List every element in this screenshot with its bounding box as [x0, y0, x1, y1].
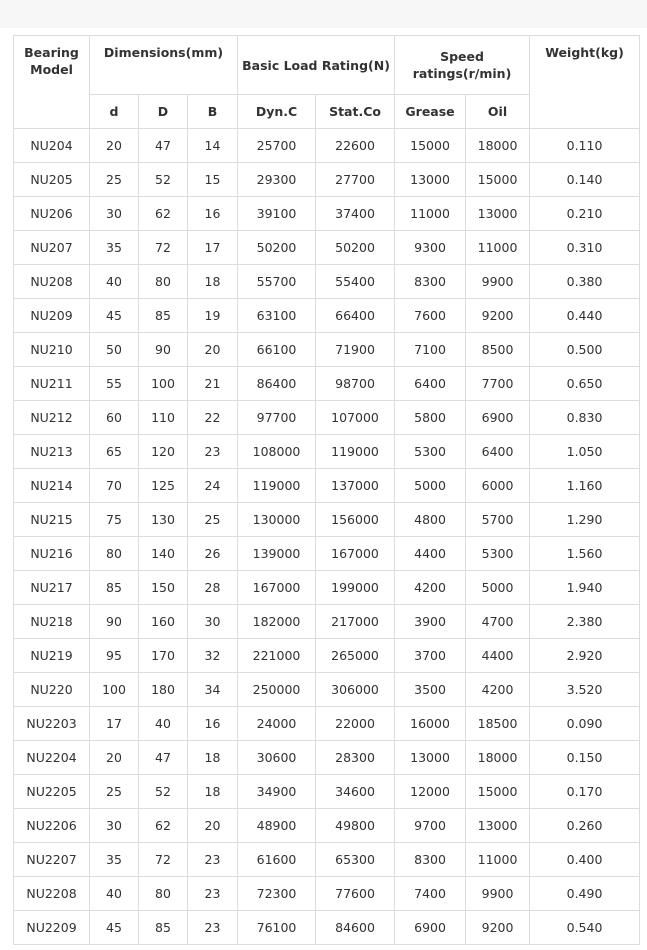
- table-row: [14, 367, 640, 401]
- oil-cell: 9900: [466, 877, 530, 911]
- oil-cell: 11000: [466, 843, 530, 877]
- dyn-c-cell: 76100: [238, 911, 316, 945]
- bearing-model-cell: NU216: [14, 537, 90, 571]
- stat-co-cell: 137000: [316, 469, 395, 503]
- dyn-c-cell: 66100: [238, 333, 316, 367]
- B-cell: 15: [188, 163, 238, 197]
- D-cell: 62: [139, 809, 188, 843]
- stat-co-cell: 306000: [316, 673, 395, 707]
- bearing-model-cell: NU207: [14, 231, 90, 265]
- D-cell: 85: [139, 299, 188, 333]
- D-cell: 80: [139, 877, 188, 911]
- table-row: [14, 605, 640, 639]
- bearing-model-cell: NU218: [14, 605, 90, 639]
- D-cell: 52: [139, 775, 188, 809]
- D-cell: 140: [139, 537, 188, 571]
- grease-cell: 6400: [395, 367, 466, 401]
- B-cell: 32: [188, 639, 238, 673]
- header-grease: Grease: [395, 95, 466, 129]
- stat-co-cell: 107000: [316, 401, 395, 435]
- oil-cell: 9200: [466, 911, 530, 945]
- grease-cell: 3500: [395, 673, 466, 707]
- D-cell: 110: [139, 401, 188, 435]
- d-cell: 60: [90, 401, 139, 435]
- weight-cell: 0.490: [530, 877, 640, 911]
- D-cell: 90: [139, 333, 188, 367]
- dyn-c-cell: 108000: [238, 435, 316, 469]
- weight-cell: 0.540: [530, 911, 640, 945]
- page-top-band: [0, 0, 647, 28]
- table-row: [14, 333, 640, 367]
- B-cell: 17: [188, 231, 238, 265]
- bearing-model-cell: NU212: [14, 401, 90, 435]
- bearing-model-cell: NU210: [14, 333, 90, 367]
- stat-co-cell: 34600: [316, 775, 395, 809]
- weight-cell: 0.210: [530, 197, 640, 231]
- table-row: [14, 877, 640, 911]
- dyn-c-cell: 50200: [238, 231, 316, 265]
- dyn-c-cell: 55700: [238, 265, 316, 299]
- weight-cell: 0.830: [530, 401, 640, 435]
- bearing-model-cell: NU2204: [14, 741, 90, 775]
- oil-cell: 4200: [466, 673, 530, 707]
- grease-cell: 7600: [395, 299, 466, 333]
- bearing-model-cell: NU211: [14, 367, 90, 401]
- stat-co-cell: 22600: [316, 129, 395, 163]
- dyn-c-cell: 182000: [238, 605, 316, 639]
- oil-cell: 5700: [466, 503, 530, 537]
- table-row: [14, 401, 640, 435]
- weight-cell: 2.380: [530, 605, 640, 639]
- grease-cell: 7400: [395, 877, 466, 911]
- B-cell: 20: [188, 333, 238, 367]
- table-row: [14, 537, 640, 571]
- grease-cell: 8300: [395, 265, 466, 299]
- bearing-model-cell: NU217: [14, 571, 90, 605]
- B-cell: 23: [188, 843, 238, 877]
- oil-cell: 15000: [466, 775, 530, 809]
- table-row: [14, 163, 640, 197]
- header-dyn-c: Dyn.C: [238, 95, 316, 129]
- grease-cell: 13000: [395, 163, 466, 197]
- D-cell: 125: [139, 469, 188, 503]
- table-row: [14, 129, 640, 163]
- grease-cell: 16000: [395, 707, 466, 741]
- bearing-model-cell: NU209: [14, 299, 90, 333]
- oil-cell: 4700: [466, 605, 530, 639]
- bearing-model-cell: NU214: [14, 469, 90, 503]
- D-cell: 47: [139, 741, 188, 775]
- stat-co-cell: 84600: [316, 911, 395, 945]
- oil-cell: 13000: [466, 197, 530, 231]
- table-row: [14, 673, 640, 707]
- d-cell: 25: [90, 775, 139, 809]
- bearing-model-cell: NU2203: [14, 707, 90, 741]
- stat-co-cell: 22000: [316, 707, 395, 741]
- grease-cell: 4400: [395, 537, 466, 571]
- D-cell: 40: [139, 707, 188, 741]
- D-cell: 130: [139, 503, 188, 537]
- stat-co-cell: 66400: [316, 299, 395, 333]
- weight-cell: 0.310: [530, 231, 640, 265]
- dyn-c-cell: 25700: [238, 129, 316, 163]
- grease-cell: 9300: [395, 231, 466, 265]
- D-cell: 160: [139, 605, 188, 639]
- table-row: [14, 843, 640, 877]
- dyn-c-cell: 30600: [238, 741, 316, 775]
- header-oil: Oil: [466, 95, 530, 129]
- B-cell: 23: [188, 911, 238, 945]
- weight-cell: 1.050: [530, 435, 640, 469]
- bearing-model-cell: NU213: [14, 435, 90, 469]
- header-dimensions: Dimensions(mm): [90, 36, 238, 95]
- B-cell: 22: [188, 401, 238, 435]
- weight-cell: 1.560: [530, 537, 640, 571]
- dyn-c-cell: 29300: [238, 163, 316, 197]
- stat-co-cell: 199000: [316, 571, 395, 605]
- B-cell: 21: [188, 367, 238, 401]
- D-cell: 52: [139, 163, 188, 197]
- stat-co-cell: 217000: [316, 605, 395, 639]
- weight-cell: 0.090: [530, 707, 640, 741]
- weight-cell: 0.400: [530, 843, 640, 877]
- grease-cell: 9700: [395, 809, 466, 843]
- bearing-spec-table: [13, 35, 640, 945]
- dyn-c-cell: 139000: [238, 537, 316, 571]
- header-D: D: [139, 95, 188, 129]
- B-cell: 14: [188, 129, 238, 163]
- grease-cell: 11000: [395, 197, 466, 231]
- bearing-model-cell: NU205: [14, 163, 90, 197]
- grease-cell: 13000: [395, 741, 466, 775]
- bearing-model-cell: NU215: [14, 503, 90, 537]
- B-cell: 28: [188, 571, 238, 605]
- D-cell: 62: [139, 197, 188, 231]
- grease-cell: 7100: [395, 333, 466, 367]
- B-cell: 24: [188, 469, 238, 503]
- bearing-model-cell: NU2207: [14, 843, 90, 877]
- oil-cell: 18000: [466, 741, 530, 775]
- stat-co-cell: 65300: [316, 843, 395, 877]
- bearing-model-cell: NU2208: [14, 877, 90, 911]
- stat-co-cell: 27700: [316, 163, 395, 197]
- d-cell: 85: [90, 571, 139, 605]
- weight-cell: 0.440: [530, 299, 640, 333]
- dyn-c-cell: 61600: [238, 843, 316, 877]
- D-cell: 150: [139, 571, 188, 605]
- table-row: [14, 775, 640, 809]
- header-basic-load-rating: Basic Load Rating(N): [238, 36, 395, 95]
- weight-cell: 0.500: [530, 333, 640, 367]
- table-row: [14, 435, 640, 469]
- oil-cell: 9900: [466, 265, 530, 299]
- weight-cell: 0.170: [530, 775, 640, 809]
- oil-cell: 9200: [466, 299, 530, 333]
- d-cell: 45: [90, 299, 139, 333]
- dyn-c-cell: 250000: [238, 673, 316, 707]
- B-cell: 16: [188, 197, 238, 231]
- oil-cell: 8500: [466, 333, 530, 367]
- grease-cell: 8300: [395, 843, 466, 877]
- d-cell: 50: [90, 333, 139, 367]
- weight-cell: 1.940: [530, 571, 640, 605]
- header-d: d: [90, 95, 139, 129]
- oil-cell: 5300: [466, 537, 530, 571]
- header-row-main: [14, 36, 640, 95]
- d-cell: 20: [90, 741, 139, 775]
- stat-co-cell: 98700: [316, 367, 395, 401]
- d-cell: 55: [90, 367, 139, 401]
- weight-cell: 0.150: [530, 741, 640, 775]
- d-cell: 35: [90, 843, 139, 877]
- grease-cell: 15000: [395, 129, 466, 163]
- dyn-c-cell: 167000: [238, 571, 316, 605]
- D-cell: 80: [139, 265, 188, 299]
- stat-co-cell: 55400: [316, 265, 395, 299]
- grease-cell: 5800: [395, 401, 466, 435]
- oil-cell: 6000: [466, 469, 530, 503]
- header-B: B: [188, 95, 238, 129]
- d-cell: 20: [90, 129, 139, 163]
- header-weight: Weight(kg): [530, 36, 640, 129]
- weight-cell: 1.160: [530, 469, 640, 503]
- d-cell: 30: [90, 809, 139, 843]
- oil-cell: 4400: [466, 639, 530, 673]
- d-cell: 25: [90, 163, 139, 197]
- table-body: [14, 129, 640, 945]
- B-cell: 30: [188, 605, 238, 639]
- weight-cell: 1.290: [530, 503, 640, 537]
- grease-cell: 5000: [395, 469, 466, 503]
- grease-cell: 4200: [395, 571, 466, 605]
- grease-cell: 3700: [395, 639, 466, 673]
- d-cell: 35: [90, 231, 139, 265]
- dyn-c-cell: 119000: [238, 469, 316, 503]
- weight-cell: 0.110: [530, 129, 640, 163]
- grease-cell: 6900: [395, 911, 466, 945]
- B-cell: 19: [188, 299, 238, 333]
- oil-cell: 15000: [466, 163, 530, 197]
- d-cell: 100: [90, 673, 139, 707]
- bearing-model-cell: NU208: [14, 265, 90, 299]
- D-cell: 85: [139, 911, 188, 945]
- table-row: [14, 299, 640, 333]
- table-row: [14, 469, 640, 503]
- d-cell: 17: [90, 707, 139, 741]
- table-row: [14, 707, 640, 741]
- d-cell: 40: [90, 265, 139, 299]
- table-row: [14, 571, 640, 605]
- table-row: [14, 741, 640, 775]
- oil-cell: 5000: [466, 571, 530, 605]
- table-row: [14, 197, 640, 231]
- D-cell: 72: [139, 231, 188, 265]
- grease-cell: 3900: [395, 605, 466, 639]
- d-cell: 95: [90, 639, 139, 673]
- bearing-model-cell: NU2205: [14, 775, 90, 809]
- bearing-model-cell: NU2209: [14, 911, 90, 945]
- stat-co-cell: 71900: [316, 333, 395, 367]
- stat-co-cell: 77600: [316, 877, 395, 911]
- table-row: [14, 809, 640, 843]
- d-cell: 70: [90, 469, 139, 503]
- stat-co-cell: 167000: [316, 537, 395, 571]
- dyn-c-cell: 86400: [238, 367, 316, 401]
- bearing-model-cell: NU206: [14, 197, 90, 231]
- d-cell: 40: [90, 877, 139, 911]
- B-cell: 16: [188, 707, 238, 741]
- stat-co-cell: 49800: [316, 809, 395, 843]
- B-cell: 34: [188, 673, 238, 707]
- stat-co-cell: 28300: [316, 741, 395, 775]
- grease-cell: 12000: [395, 775, 466, 809]
- D-cell: 180: [139, 673, 188, 707]
- table-row: [14, 231, 640, 265]
- d-cell: 75: [90, 503, 139, 537]
- d-cell: 45: [90, 911, 139, 945]
- B-cell: 18: [188, 265, 238, 299]
- d-cell: 65: [90, 435, 139, 469]
- oil-cell: 6900: [466, 401, 530, 435]
- B-cell: 26: [188, 537, 238, 571]
- d-cell: 80: [90, 537, 139, 571]
- dyn-c-cell: 72300: [238, 877, 316, 911]
- B-cell: 23: [188, 435, 238, 469]
- bearing-model-cell: NU204: [14, 129, 90, 163]
- weight-cell: 3.520: [530, 673, 640, 707]
- dyn-c-cell: 48900: [238, 809, 316, 843]
- header-bearing-model: Bearing Model: [14, 36, 90, 129]
- bearing-model-cell: NU2206: [14, 809, 90, 843]
- B-cell: 18: [188, 775, 238, 809]
- oil-cell: 7700: [466, 367, 530, 401]
- stat-co-cell: 50200: [316, 231, 395, 265]
- dyn-c-cell: 97700: [238, 401, 316, 435]
- header-stat-co: Stat.Co: [316, 95, 395, 129]
- header-speed-ratings: Speed ratings(r/min): [395, 36, 530, 95]
- stat-co-cell: 37400: [316, 197, 395, 231]
- oil-cell: 18500: [466, 707, 530, 741]
- stat-co-cell: 156000: [316, 503, 395, 537]
- B-cell: 25: [188, 503, 238, 537]
- table-row: [14, 503, 640, 537]
- B-cell: 23: [188, 877, 238, 911]
- stat-co-cell: 265000: [316, 639, 395, 673]
- weight-cell: 2.920: [530, 639, 640, 673]
- bearing-model-cell: NU220: [14, 673, 90, 707]
- oil-cell: 6400: [466, 435, 530, 469]
- d-cell: 30: [90, 197, 139, 231]
- oil-cell: 13000: [466, 809, 530, 843]
- oil-cell: 11000: [466, 231, 530, 265]
- weight-cell: 0.260: [530, 809, 640, 843]
- D-cell: 72: [139, 843, 188, 877]
- dyn-c-cell: 24000: [238, 707, 316, 741]
- dyn-c-cell: 221000: [238, 639, 316, 673]
- D-cell: 170: [139, 639, 188, 673]
- dyn-c-cell: 39100: [238, 197, 316, 231]
- table-row: [14, 639, 640, 673]
- dyn-c-cell: 130000: [238, 503, 316, 537]
- D-cell: 100: [139, 367, 188, 401]
- weight-cell: 0.140: [530, 163, 640, 197]
- oil-cell: 18000: [466, 129, 530, 163]
- grease-cell: 5300: [395, 435, 466, 469]
- grease-cell: 4800: [395, 503, 466, 537]
- stat-co-cell: 119000: [316, 435, 395, 469]
- weight-cell: 0.650: [530, 367, 640, 401]
- B-cell: 20: [188, 809, 238, 843]
- weight-cell: 0.380: [530, 265, 640, 299]
- table-row: [14, 265, 640, 299]
- bearing-model-cell: NU219: [14, 639, 90, 673]
- dyn-c-cell: 63100: [238, 299, 316, 333]
- d-cell: 90: [90, 605, 139, 639]
- dyn-c-cell: 34900: [238, 775, 316, 809]
- B-cell: 18: [188, 741, 238, 775]
- D-cell: 120: [139, 435, 188, 469]
- table-row: [14, 911, 640, 945]
- D-cell: 47: [139, 129, 188, 163]
